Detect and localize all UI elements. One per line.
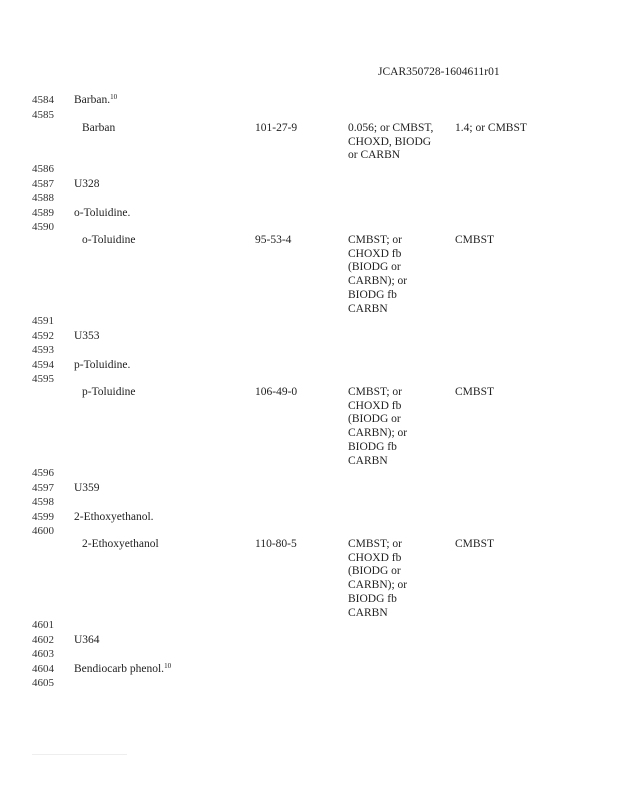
constituent-name: p-Toluidine bbox=[82, 386, 136, 398]
line-number: 4586 bbox=[32, 163, 54, 175]
cas-number: 95-53-4 bbox=[255, 234, 292, 246]
line-number: 4594 bbox=[32, 359, 54, 371]
line-number: 4599 bbox=[32, 511, 54, 523]
footnote-divider bbox=[32, 754, 127, 755]
wastewater-standard: 0.056; or CMBST, CHOXD, BIODG or CARBN bbox=[348, 122, 434, 162]
line-number: 4589 bbox=[32, 207, 54, 219]
nonwastewater-standard: CMBST bbox=[455, 538, 494, 550]
line-number: 4590 bbox=[32, 221, 54, 233]
entry-heading: Bendiocarb phenol.$^{10}$ bbox=[74, 662, 172, 675]
line-number: 4600 bbox=[32, 525, 54, 537]
line-number: 4591 bbox=[32, 315, 54, 327]
nonwastewater-standard: CMBST bbox=[455, 386, 494, 398]
line-number: 4602 bbox=[32, 634, 54, 646]
line-number: 4588 bbox=[32, 192, 54, 204]
line-number: 4593 bbox=[32, 344, 54, 356]
line-number: 4585 bbox=[32, 109, 54, 121]
line-number: 4605 bbox=[32, 677, 54, 689]
document-id-header: JCAR350728-1604611r01 bbox=[378, 66, 500, 78]
footnote-ref: 10 bbox=[110, 93, 118, 101]
constituent-name: 2-Ethoxyethanol bbox=[82, 538, 159, 550]
line-number: 4603 bbox=[32, 648, 54, 660]
entry-heading: p-Toluidine. bbox=[74, 359, 131, 371]
cas-number: 101-27-9 bbox=[255, 122, 298, 134]
wastewater-standard: CMBST; or CHOXD fb (BIODG or CARBN); or BIODG fb CARBN bbox=[348, 538, 408, 619]
waste-code: U353 bbox=[74, 330, 100, 342]
wastewater-standard: CMBST; or CHOXD fb (BIODG or CARBN); or BIODG fb CARBN bbox=[348, 234, 408, 315]
line-number: 4604 bbox=[32, 663, 54, 675]
cas-number: 106-49-0 bbox=[255, 386, 298, 398]
cas-number: 110-80-5 bbox=[255, 538, 297, 550]
line-number: 4587 bbox=[32, 178, 54, 190]
entry-heading: Barban.$^{10}$ bbox=[74, 93, 118, 106]
line-number: 4592 bbox=[32, 330, 54, 342]
line-number: 4596 bbox=[32, 467, 54, 479]
waste-code: U328 bbox=[74, 178, 100, 190]
line-number: 4597 bbox=[32, 482, 54, 494]
waste-code: U359 bbox=[74, 482, 100, 494]
entry-heading: o-Toluidine. bbox=[74, 207, 131, 219]
constituent-name: Barban bbox=[82, 122, 116, 134]
constituent-name: o-Toluidine bbox=[82, 234, 136, 246]
footnote-ref: 10 bbox=[164, 662, 172, 670]
nonwastewater-standard: 1.4; or CMBST bbox=[455, 122, 527, 134]
line-number: 4584 bbox=[32, 94, 54, 106]
entry-heading: 2-Ethoxyethanol. bbox=[74, 511, 154, 523]
waste-code: U364 bbox=[74, 634, 100, 646]
line-number: 4601 bbox=[32, 619, 54, 631]
line-number: 4595 bbox=[32, 373, 54, 385]
line-number: 4598 bbox=[32, 496, 54, 508]
nonwastewater-standard: CMBST bbox=[455, 234, 494, 246]
wastewater-standard: CMBST; or CHOXD fb (BIODG or CARBN); or BIODG fb CARBN bbox=[348, 386, 408, 467]
